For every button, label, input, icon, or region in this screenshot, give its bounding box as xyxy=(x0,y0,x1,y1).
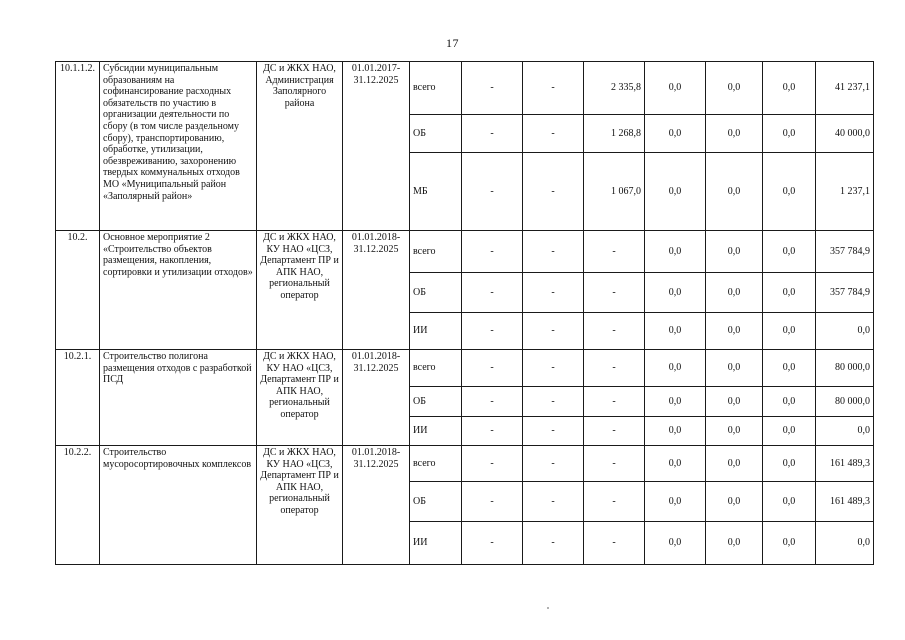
total-cell: 357 784,9 xyxy=(816,231,874,273)
value-cell: 1 268,8 xyxy=(584,115,645,153)
total-cell: 80 000,0 xyxy=(816,350,874,387)
value-cell: 0,0 xyxy=(645,522,706,565)
page-number: 17 xyxy=(446,36,459,50)
value-cell: 0,0 xyxy=(645,417,706,446)
item-executor: ДС и ЖКХ НАО, Администрация Заполярного района xyxy=(257,62,343,231)
total-cell: 161 489,3 xyxy=(816,482,874,522)
value-cell: - xyxy=(462,417,523,446)
total-cell: 161 489,3 xyxy=(816,446,874,482)
value-cell: - xyxy=(523,62,584,115)
value-cell: 0,0 xyxy=(763,350,816,387)
value-cell: - xyxy=(584,522,645,565)
value-cell: 0,0 xyxy=(645,387,706,417)
funding-source: всего xyxy=(410,231,462,273)
total-cell: 0,0 xyxy=(816,313,874,350)
funding-source: ОБ xyxy=(410,273,462,313)
value-cell: 0,0 xyxy=(706,387,763,417)
value-cell: 0,0 xyxy=(645,231,706,273)
item-name: Строительство полигона размещения отходов с разработкой ПСД xyxy=(100,350,257,446)
item-number: 10.2. xyxy=(56,231,100,350)
value-cell: - xyxy=(462,273,523,313)
total-cell: 80 000,0 xyxy=(816,387,874,417)
value-cell: 0,0 xyxy=(763,417,816,446)
value-cell: 0,0 xyxy=(706,62,763,115)
funding-source: всего xyxy=(410,446,462,482)
value-cell: - xyxy=(523,313,584,350)
item-name: Субсидии муниципальным образованиям на софинансирование расходных обязательств по участию в организации деятельности по сбору (в том числе раздельному сбору), транспортированию, обработке, утилизации, обезвреживанию, захоронению твердых коммунальных отходов МО «Муниципальный район «Заполярный район» xyxy=(100,62,257,231)
value-cell: 0,0 xyxy=(645,115,706,153)
value-cell: 0,0 xyxy=(763,387,816,417)
total-cell: 40 000,0 xyxy=(816,115,874,153)
total-cell: 0,0 xyxy=(816,417,874,446)
value-cell: 1 067,0 xyxy=(584,153,645,231)
value-cell: 0,0 xyxy=(763,313,816,350)
value-cell: 0,0 xyxy=(645,273,706,313)
value-cell: - xyxy=(584,273,645,313)
value-cell: - xyxy=(584,446,645,482)
funding-source: всего xyxy=(410,62,462,115)
value-cell: 0,0 xyxy=(763,446,816,482)
total-cell: 1 237,1 xyxy=(816,153,874,231)
total-cell: 357 784,9 xyxy=(816,273,874,313)
value-cell: 0,0 xyxy=(706,153,763,231)
funding-source: всего xyxy=(410,350,462,387)
value-cell: - xyxy=(462,446,523,482)
value-cell: - xyxy=(523,417,584,446)
value-cell: 0,0 xyxy=(763,231,816,273)
value-cell: 0,0 xyxy=(645,482,706,522)
value-cell: - xyxy=(584,417,645,446)
item-number: 10.1.1.2. xyxy=(56,62,100,231)
value-cell: 2 335,8 xyxy=(584,62,645,115)
value-cell: 0,0 xyxy=(763,273,816,313)
table-row xyxy=(56,62,874,115)
value-cell: 0,0 xyxy=(645,62,706,115)
value-cell: - xyxy=(523,387,584,417)
value-cell: - xyxy=(462,387,523,417)
funding-source: ИИ xyxy=(410,313,462,350)
value-cell: - xyxy=(584,387,645,417)
value-cell: 0,0 xyxy=(645,153,706,231)
value-cell: 0,0 xyxy=(706,417,763,446)
value-cell: - xyxy=(584,231,645,273)
item-executor: ДС и ЖКХ НАО, КУ НАО «ЦСЗ, Департамент ПР и АПК НАО, региональный оператор xyxy=(257,350,343,446)
value-cell: - xyxy=(462,313,523,350)
value-cell: 0,0 xyxy=(763,482,816,522)
value-cell: - xyxy=(462,231,523,273)
value-cell: - xyxy=(584,313,645,350)
value-cell: - xyxy=(584,482,645,522)
value-cell: - xyxy=(462,115,523,153)
item-number: 10.2.2. xyxy=(56,446,100,565)
value-cell: 0,0 xyxy=(645,313,706,350)
funding-source: МБ xyxy=(410,153,462,231)
value-cell: - xyxy=(462,522,523,565)
value-cell: 0,0 xyxy=(645,446,706,482)
item-number: 10.2.1. xyxy=(56,350,100,446)
funding-source: ОБ xyxy=(410,387,462,417)
value-cell: 0,0 xyxy=(706,273,763,313)
value-cell: 0,0 xyxy=(706,313,763,350)
value-cell: - xyxy=(523,153,584,231)
item-period: 01.01.2018-31.12.2025 xyxy=(343,446,410,565)
item-period: 01.01.2017-31.12.2025 xyxy=(343,62,410,231)
funding-source: ОБ xyxy=(410,482,462,522)
table-row xyxy=(56,446,874,482)
total-cell: 0,0 xyxy=(816,522,874,565)
value-cell: - xyxy=(523,522,584,565)
item-executor: ДС и ЖКХ НАО, КУ НАО «ЦСЗ, Департамент ПР и АПК НАО, региональный оператор xyxy=(257,446,343,565)
value-cell: - xyxy=(523,350,584,387)
value-cell: - xyxy=(462,62,523,115)
funding-source: ИИ xyxy=(410,417,462,446)
item-period: 01.01.2018-31.12.2025 xyxy=(343,231,410,350)
item-name: Строительство мусоросортировочных комплексов xyxy=(100,446,257,565)
value-cell: - xyxy=(523,115,584,153)
value-cell: - xyxy=(523,446,584,482)
value-cell: 0,0 xyxy=(706,446,763,482)
item-name: Основное мероприятие 2 «Строительство объектов размещения, накопления, сортировки и утилизации отходов» xyxy=(100,231,257,350)
table-row xyxy=(56,350,874,387)
value-cell: 0,0 xyxy=(763,153,816,231)
value-cell: - xyxy=(462,350,523,387)
value-cell: - xyxy=(462,153,523,231)
value-cell: 0,0 xyxy=(706,115,763,153)
value-cell: 0,0 xyxy=(706,231,763,273)
value-cell: - xyxy=(523,482,584,522)
funding-source: ИИ xyxy=(410,522,462,565)
value-cell: 0,0 xyxy=(763,62,816,115)
funding-source: ОБ xyxy=(410,115,462,153)
value-cell: - xyxy=(523,273,584,313)
item-period: 01.01.2018-31.12.2025 xyxy=(343,350,410,446)
table-row xyxy=(56,231,874,273)
value-cell: 0,0 xyxy=(763,115,816,153)
value-cell: - xyxy=(523,231,584,273)
item-executor: ДС и ЖКХ НАО, КУ НАО «ЦСЗ, Департамент ПР и АПК НАО, региональный оператор xyxy=(257,231,343,350)
value-cell: - xyxy=(584,350,645,387)
program-table xyxy=(55,61,874,565)
value-cell: 0,0 xyxy=(763,522,816,565)
value-cell: - xyxy=(462,482,523,522)
value-cell: 0,0 xyxy=(706,522,763,565)
value-cell: 0,0 xyxy=(706,482,763,522)
value-cell: 0,0 xyxy=(645,350,706,387)
scan-speck xyxy=(547,607,549,609)
value-cell: 0,0 xyxy=(706,350,763,387)
total-cell: 41 237,1 xyxy=(816,62,874,115)
